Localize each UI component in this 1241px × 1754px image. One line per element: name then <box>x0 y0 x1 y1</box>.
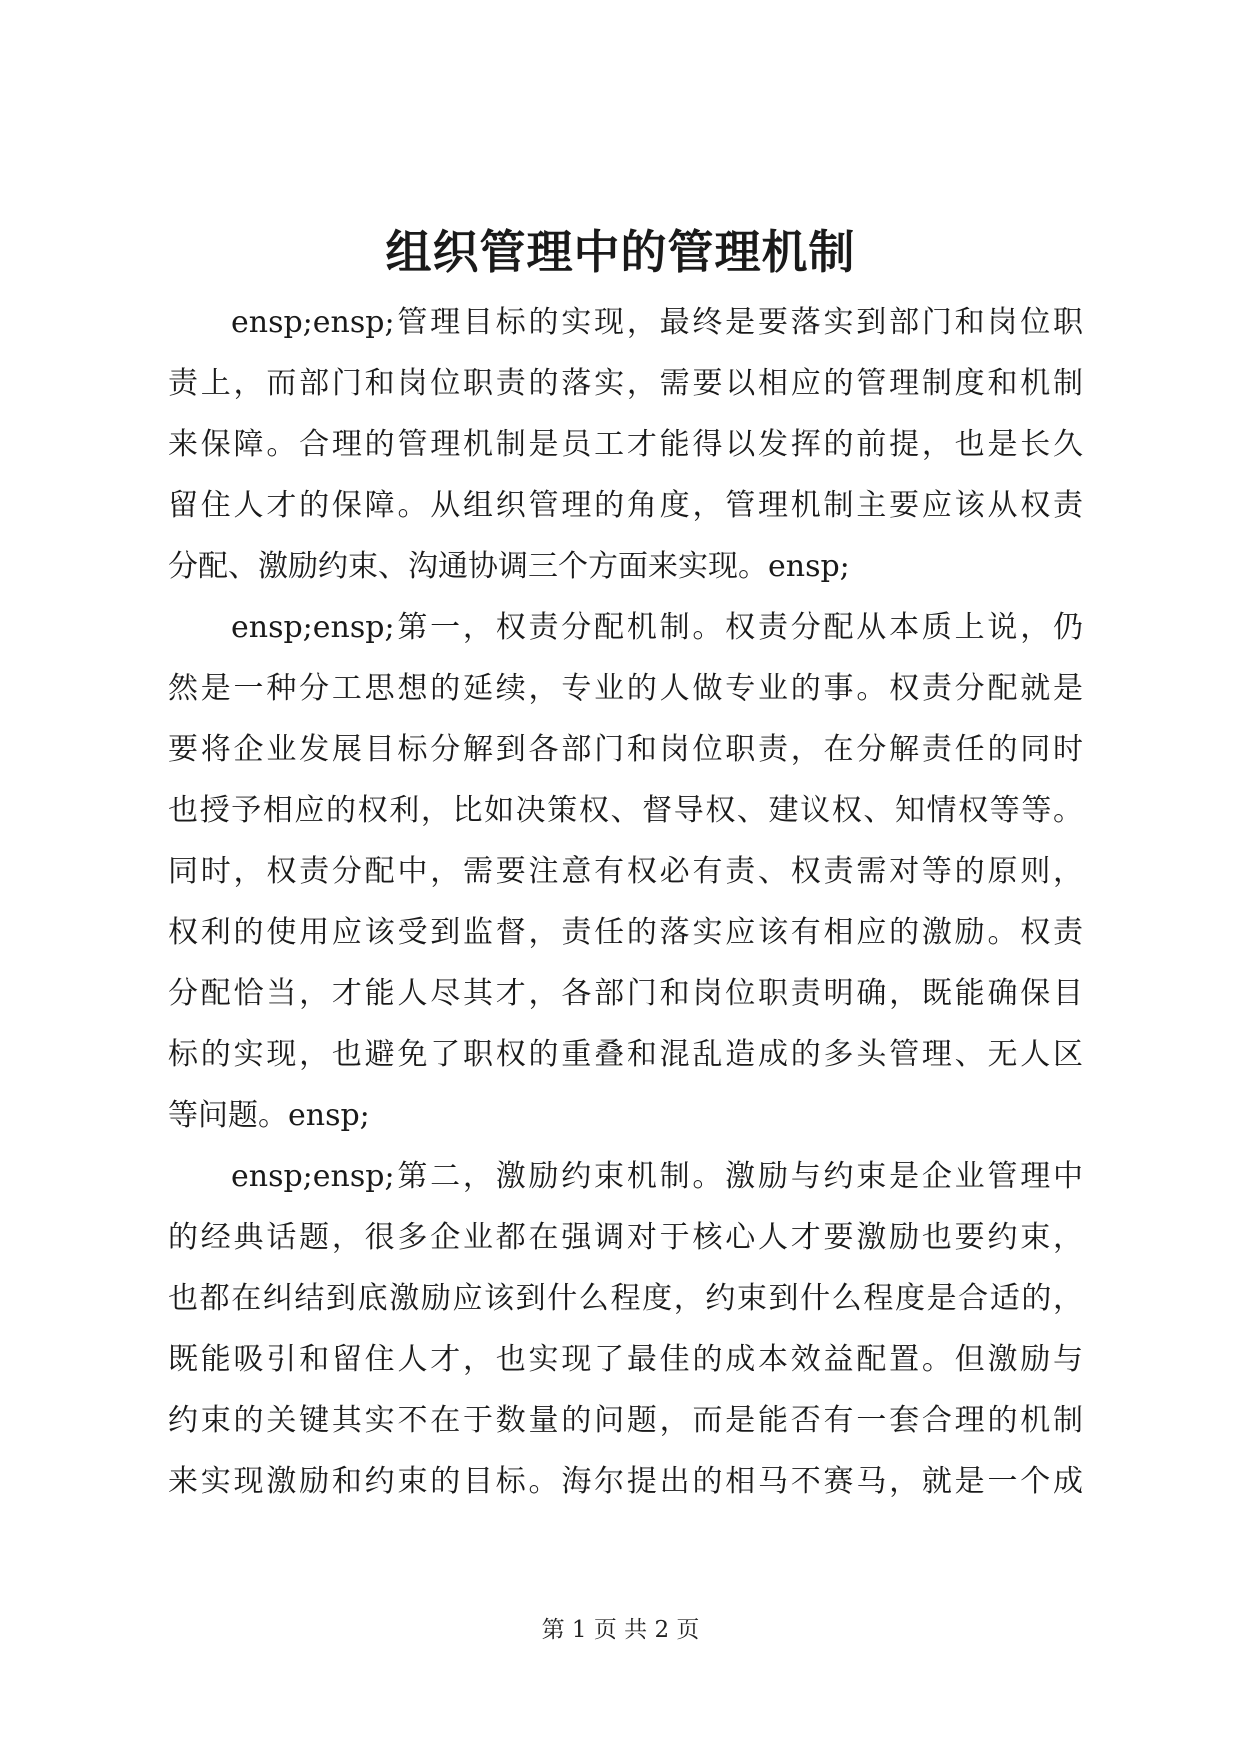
text-line: 也都在纠结到底激励应该到什么程度，约束到什么程度是合适的， <box>168 1281 1083 1316</box>
text-line: 同时，权责分配中，需要注意有权必有责、权责需对等的原则， <box>168 854 1083 889</box>
paragraph <box>168 1146 1083 1512</box>
text-line: 权利的使用应该受到监督，责任的落实应该有相应的激励。权责 <box>168 915 1083 950</box>
text-line: 来保障。合理的管理机制是员工才能得以发挥的前提，也是长久 <box>168 427 1083 462</box>
paragraph <box>168 597 1083 1146</box>
text-line: ensp;ensp;第一，权责分配机制。权责分配从本质上说，仍 <box>231 610 1083 645</box>
text-line: 约束的关键其实不在于数量的问题，而是能否有一套合理的机制 <box>168 1403 1083 1438</box>
text-line: 的经典话题，很多企业都在强调对于核心人才要激励也要约束， <box>168 1220 1083 1255</box>
text-line: 标的实现，也避免了职权的重叠和混乱造成的多头管理、无人区 <box>168 1037 1083 1072</box>
text-line: 既能吸引和留住人才，也实现了最佳的成本效益配置。但激励与 <box>168 1342 1083 1377</box>
text-line: 分配、激励约束、沟通协调三个方面来实现。ensp; <box>168 549 850 584</box>
text-line: 分配恰当，才能人尽其才，各部门和岗位职责明确，既能确保目 <box>168 976 1083 1011</box>
text-line: 留住人才的保障。从组织管理的角度，管理机制主要应该从权责 <box>168 488 1083 523</box>
text-line: 来实现激励和约束的目标。海尔提出的相马不赛马，就是一个成 <box>168 1464 1083 1499</box>
text-line: 也授予相应的权利，比如决策权、督导权、建议权、知情权等等。 <box>168 793 1083 828</box>
text-line: 责上，而部门和岗位职责的落实，需要以相应的管理制度和机制 <box>168 366 1083 401</box>
text-line: ensp;ensp;第二，激励约束机制。激励与约束是企业管理中 <box>231 1159 1083 1194</box>
text-line: 等问题。ensp; <box>168 1098 370 1133</box>
page-footer: 第 1 页 共 2 页 <box>541 1617 700 1643</box>
text-line: 然是一种分工思想的延续，专业的人做专业的事。权责分配就是 <box>168 671 1083 706</box>
document-title: 组织管理中的管理机制 <box>385 225 856 279</box>
paragraph <box>168 292 1083 597</box>
document-body <box>168 292 1083 1512</box>
text-line: ensp;ensp;管理目标的实现，最终是要落实到部门和岗位职 <box>231 305 1083 340</box>
text-line: 要将企业发展目标分解到各部门和岗位职责，在分解责任的同时 <box>168 732 1083 767</box>
